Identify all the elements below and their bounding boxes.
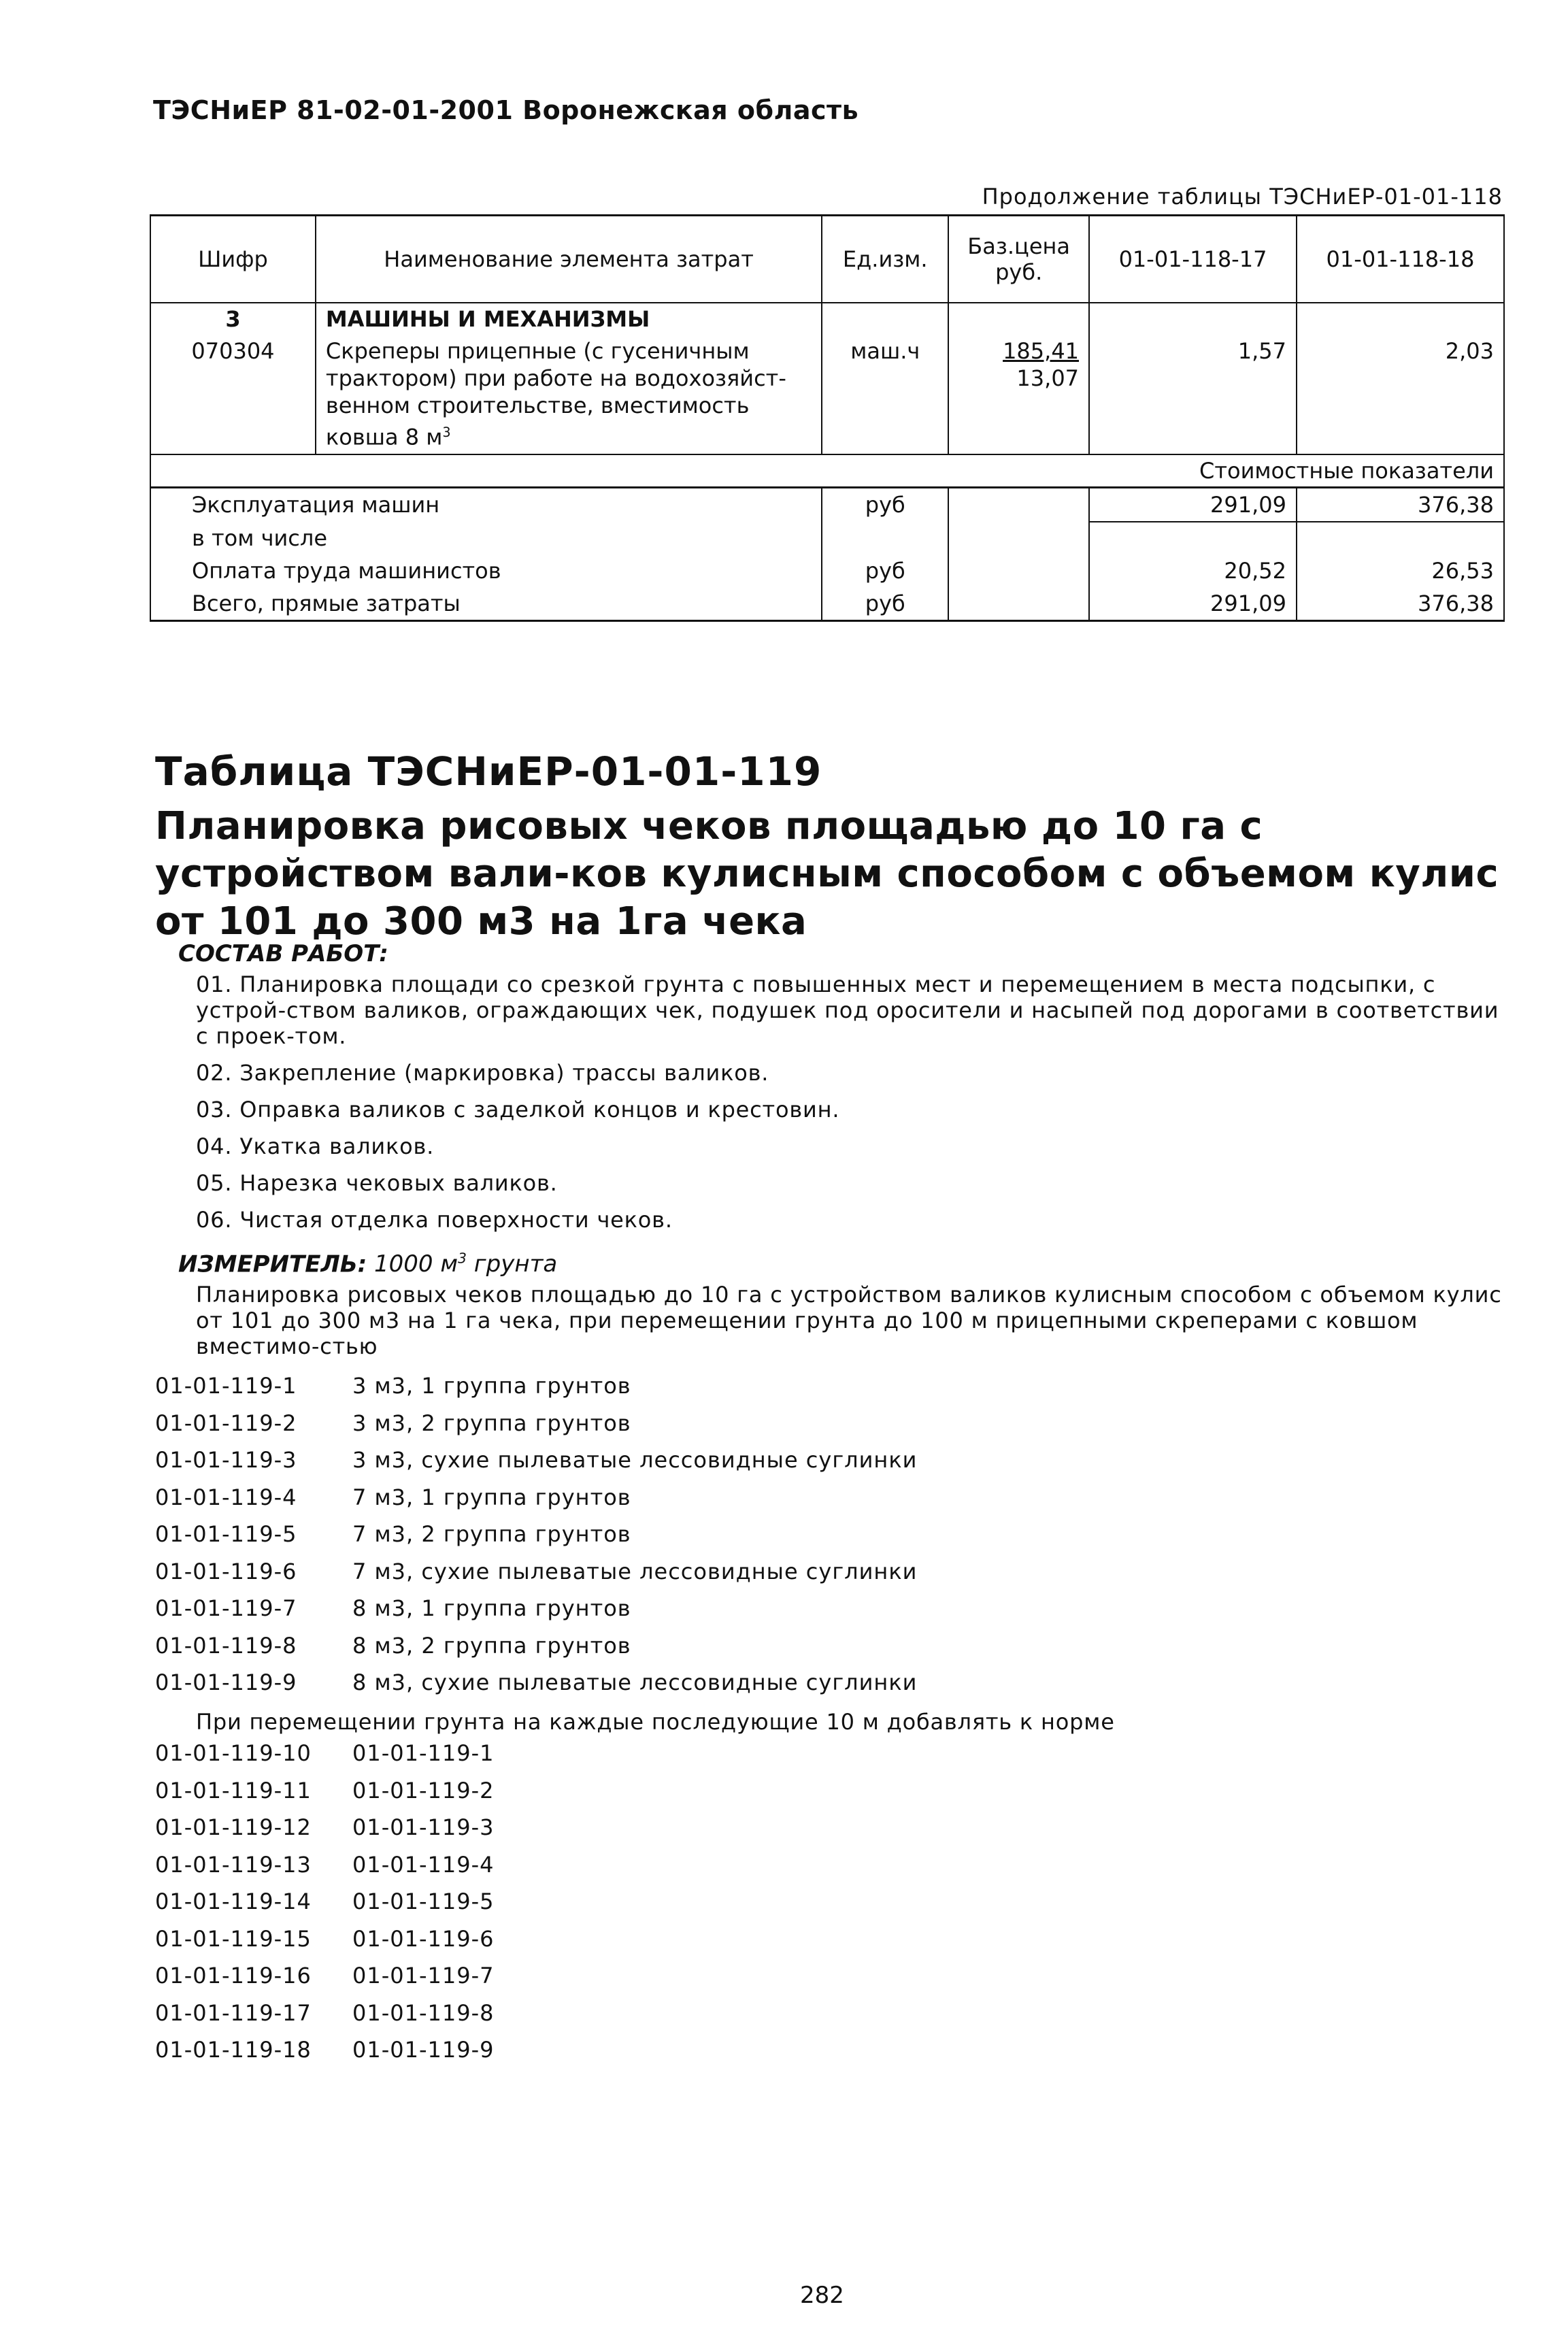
measure-label: ИЗМЕРИТЕЛЬ: [178, 1250, 367, 1278]
work-item: 05. Нарезка чековых валиков. [196, 1170, 558, 1196]
list-item [155, 1447, 917, 1484]
machine-unit: маш.ч [822, 335, 948, 454]
summary-label: в том числе [150, 522, 822, 554]
list-item [155, 1778, 495, 1815]
list-item [155, 2000, 495, 2038]
summary-label: Эксплуатация машин [150, 487, 822, 522]
norm-desc: 8 м3, сухие пылеватые лессовидные суглинки [352, 1669, 918, 1695]
norm-desc: 7 м3, сухие пылеватые лессовидные суглинки [352, 1558, 918, 1584]
norm-code: 01-01-119-11 [155, 1777, 312, 1803]
section-name: МАШИНЫ И МЕХАНИЗМЫ [316, 303, 822, 335]
header-unit: Ед.изм. [822, 216, 948, 303]
measure-description: Планировка рисовых чеков площадью до 10 га с устройством валиков кулисным способом с объемом кулис от 101 до 300 м3 на 1 га чека, при перемещении грунта до 100 м прицепными скреперами с ковшом вместимо-стью [196, 1282, 1502, 1359]
norm-code: 01-01-119-14 [155, 1889, 312, 1914]
codes-add-list [155, 1740, 495, 2074]
norm-code: 01-01-119-16 [155, 1963, 312, 1989]
norm-code: 01-01-119-18 [155, 2037, 312, 2063]
norm-desc: 3 м3, 1 группа грунтов [352, 1373, 631, 1399]
list-item [155, 1410, 917, 1448]
norm-desc: 01-01-119-4 [352, 1851, 495, 1878]
norm-code: 01-01-119-6 [155, 1558, 297, 1584]
norm-desc: 01-01-119-2 [352, 1777, 495, 1803]
summary-unit: руб [822, 554, 948, 587]
summary-v2: 376,38 [1297, 587, 1504, 621]
work-item: 04. Укатка валиков. [196, 1133, 435, 1159]
summary-row [150, 554, 1504, 587]
summary-row [150, 487, 1504, 522]
norm-desc: 01-01-119-9 [352, 2037, 495, 2063]
table-119-title: Таблица ТЭСНиЕР-01-01-119 [155, 748, 822, 795]
continuation-caption: Продолжение таблицы ТЭСНиЕР-01-01-118 [982, 184, 1503, 210]
list-item [155, 1814, 495, 1852]
list-item [155, 1484, 917, 1522]
norm-desc: 8 м3, 2 группа грунтов [352, 1632, 631, 1659]
work-item: 01. Планировка площади со срезкой грунта с повышенных мест и перемещением в места подсыпки, с устрой-ством валиков, ограждающих чек, подушек под оросители и насыпей под дорогами в соответствии с проек-том. [196, 971, 1499, 1049]
measure-line [178, 1250, 557, 1278]
norm-code: 01-01-119-3 [155, 1447, 297, 1473]
summary-v1: 291,09 [1089, 587, 1297, 621]
list-item [155, 1852, 495, 1889]
norm-code: 01-01-119-2 [155, 1410, 297, 1436]
header-code: Шифр [150, 216, 316, 303]
machine-v1: 1,57 [1089, 335, 1297, 454]
norm-desc: 3 м3, 2 группа грунтов [352, 1410, 631, 1436]
list-item [155, 1740, 495, 1778]
summary-v2: 376,38 [1297, 487, 1504, 522]
norm-desc: 7 м3, 1 группа грунтов [352, 1484, 631, 1510]
norm-desc: 01-01-119-8 [352, 1999, 495, 2026]
header-v1: 01-01-118-17 [1089, 216, 1297, 303]
machine-price [948, 335, 1089, 454]
machine-price-main: 185,41 [1003, 338, 1080, 364]
norm-desc: 3 м3, сухие пылеватые лессовидные суглинки [352, 1447, 918, 1473]
list-item [155, 1559, 917, 1596]
list-item [155, 1373, 917, 1410]
summary-row [150, 587, 1504, 621]
document-header: ТЭСНиЕР 81-02-01-2001 Воронежская область [153, 95, 859, 125]
list-item [155, 1669, 917, 1707]
table-header-row [150, 216, 1504, 303]
machine-v2: 2,03 [1297, 335, 1504, 454]
stoim-row [150, 454, 1504, 488]
list-item [155, 1926, 495, 1963]
norm-desc: 01-01-119-6 [352, 1925, 495, 1952]
list-item [155, 1521, 917, 1559]
norm-desc: 7 м3, 2 группа грунтов [352, 1521, 631, 1547]
norm-code: 01-01-119-9 [155, 1669, 297, 1695]
summary-label: Оплата труда машинистов [150, 554, 822, 587]
norm-code: 01-01-119-12 [155, 1814, 312, 1840]
add-note: При перемещении грунта на каждые последующие 10 м добавлять к норме [196, 1709, 1115, 1735]
norm-code: 01-01-119-13 [155, 1851, 312, 1878]
header-price: Баз.цена руб. [948, 216, 1089, 303]
norm-desc: 01-01-119-5 [352, 1889, 495, 1914]
machine-row [150, 335, 1504, 454]
list-item [155, 2037, 495, 2074]
summary-unit: руб [822, 487, 948, 522]
header-name: Наименование элемента затрат [316, 216, 822, 303]
work-item: 02. Закрепление (маркировка) трассы валиков. [196, 1060, 769, 1086]
work-item: 03. Оправка валиков с заделкой концов и крестовин. [196, 1097, 840, 1123]
summary-v1: 20,52 [1089, 554, 1297, 587]
codes-main-list [155, 1373, 917, 1707]
machine-price-sub: 13,07 [1016, 365, 1080, 391]
summary-v1: 291,09 [1089, 487, 1297, 522]
norm-desc: 01-01-119-7 [352, 1963, 495, 1989]
summary-row [150, 522, 1504, 554]
machine-code: 070304 [150, 335, 316, 454]
stoim-label: Стоимостные показатели [150, 454, 1504, 488]
norm-code: 01-01-119-4 [155, 1484, 297, 1510]
works-list [196, 971, 1502, 1244]
machine-name: Скреперы прицепные (с гусеничным трактором) при работе на водохозяйст-венном строительстве, вместимость ковша 8 $м^3$ [316, 335, 822, 454]
norm-code: 01-01-119-15 [155, 1925, 312, 1952]
measure-value: 1000 $м^3$ грунта [374, 1250, 558, 1278]
summary-label: Всего, прямые затраты [150, 587, 822, 621]
norm-desc: 01-01-119-3 [352, 1814, 495, 1840]
norm-table-118 [150, 214, 1505, 622]
norm-desc: 01-01-119-1 [352, 1740, 495, 1766]
list-item [155, 1595, 917, 1633]
header-v2: 01-01-118-18 [1297, 216, 1504, 303]
norm-code: 01-01-119-10 [155, 1740, 312, 1766]
list-item [155, 1889, 495, 1926]
page-number: 282 [800, 2282, 844, 2309]
norm-desc: 8 м3, 1 группа грунтов [352, 1595, 631, 1621]
norm-code: 01-01-119-17 [155, 1999, 312, 2026]
summary-v2: 26,53 [1297, 554, 1504, 587]
work-item: 06. Чистая отделка поверхности чеков. [196, 1207, 673, 1233]
section-row [150, 303, 1504, 335]
norm-code: 01-01-119-1 [155, 1373, 297, 1399]
table-119-subtitle: Планировка рисовых чеков площадью до 10 га с устройством вали-ков кулисным способом с объемом кулис от 101 до 300 м3 на 1га чека [155, 804, 1499, 944]
works-label: СОСТАВ РАБОТ: [178, 940, 388, 967]
norm-code: 01-01-119-5 [155, 1521, 297, 1547]
section-code: 3 [150, 303, 316, 335]
norm-code: 01-01-119-7 [155, 1595, 297, 1621]
list-item [155, 1963, 495, 2000]
summary-unit: руб [822, 587, 948, 621]
norm-code: 01-01-119-8 [155, 1632, 297, 1659]
list-item [155, 1633, 917, 1670]
